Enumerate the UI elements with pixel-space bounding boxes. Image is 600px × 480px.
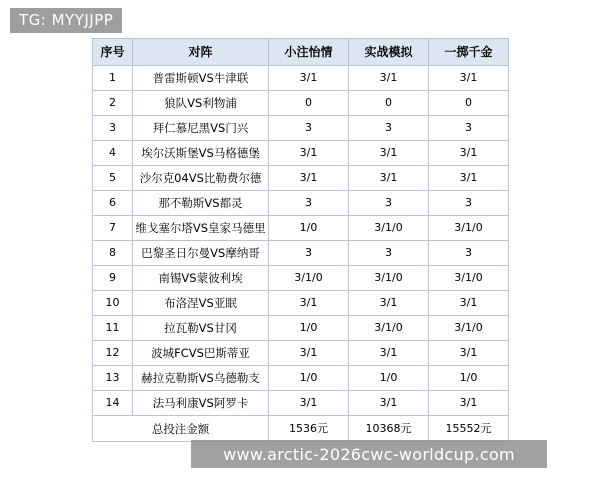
row-big-stake: 3 (429, 116, 509, 141)
row-simulation: 1/0 (349, 366, 429, 391)
row-small-stake: 0 (269, 91, 349, 116)
row-big-stake: 3/1 (429, 291, 509, 316)
table-row (93, 141, 509, 166)
row-match: 巴黎圣日尔曼VS摩纳哥 (133, 241, 269, 266)
row-match: 拜仁慕尼黑VS门兴 (133, 116, 269, 141)
table-row (93, 366, 509, 391)
row-index: 10 (93, 291, 133, 316)
row-match: 布洛涅VS亚眠 (133, 291, 269, 316)
row-index: 12 (93, 341, 133, 366)
row-simulation: 3/1 (349, 66, 429, 91)
table-header-row (93, 39, 509, 66)
row-index: 14 (93, 391, 133, 416)
betting-table-container (92, 38, 508, 442)
total-label: 总投注金额 (93, 416, 269, 442)
row-index: 2 (93, 91, 133, 116)
row-index: 7 (93, 216, 133, 241)
row-simulation: 3/1/0 (349, 266, 429, 291)
row-small-stake: 1/0 (269, 316, 349, 341)
table-row (93, 341, 509, 366)
row-small-stake: 3 (269, 241, 349, 266)
row-small-stake: 3 (269, 191, 349, 216)
table-row (93, 91, 509, 116)
row-big-stake: 3/1 (429, 166, 509, 191)
row-index: 4 (93, 141, 133, 166)
row-match: 埃尔沃斯堡VS马格德堡 (133, 141, 269, 166)
row-match: 狼队VS利物浦 (133, 91, 269, 116)
row-small-stake: 1/0 (269, 366, 349, 391)
row-index: 5 (93, 166, 133, 191)
table-row (93, 241, 509, 266)
row-big-stake: 3/1 (429, 391, 509, 416)
table-row (93, 391, 509, 416)
row-match: 法马利康VS阿罗卡 (133, 391, 269, 416)
total-simulation: 10368元 (349, 416, 429, 442)
row-small-stake: 3/1 (269, 341, 349, 366)
row-index: 3 (93, 116, 133, 141)
row-simulation: 3/1 (349, 391, 429, 416)
total-small-stake: 1536元 (269, 416, 349, 442)
row-simulation: 3/1 (349, 341, 429, 366)
row-simulation: 3 (349, 191, 429, 216)
row-match: 维戈塞尔塔VS皇家马德里 (133, 216, 269, 241)
total-big-stake: 15552元 (429, 416, 509, 442)
row-small-stake: 1/0 (269, 216, 349, 241)
row-index: 11 (93, 316, 133, 341)
table-row (93, 166, 509, 191)
table-row (93, 291, 509, 316)
row-simulation: 0 (349, 91, 429, 116)
row-index: 9 (93, 266, 133, 291)
table-row (93, 266, 509, 291)
column-header-simulation: 实战模拟 (349, 39, 429, 66)
row-big-stake: 3/1/0 (429, 266, 509, 291)
table-row (93, 116, 509, 141)
row-index: 8 (93, 241, 133, 266)
row-big-stake: 3/1/0 (429, 316, 509, 341)
row-simulation: 3 (349, 241, 429, 266)
table-row (93, 216, 509, 241)
table-total-row (93, 416, 509, 442)
row-simulation: 3/1 (349, 166, 429, 191)
column-header-big-stake: 一掷千金 (429, 39, 509, 66)
row-index: 13 (93, 366, 133, 391)
row-match: 拉瓦勒VS甘冈 (133, 316, 269, 341)
row-big-stake: 3/1/0 (429, 216, 509, 241)
row-small-stake: 3/1 (269, 141, 349, 166)
row-match: 普雷斯顿VS牛津联 (133, 66, 269, 91)
row-small-stake: 3/1 (269, 166, 349, 191)
row-simulation: 3/1/0 (349, 216, 429, 241)
row-simulation: 3 (349, 116, 429, 141)
row-match: 波城FCVS巴斯蒂亚 (133, 341, 269, 366)
table-row (93, 316, 509, 341)
row-big-stake: 1/0 (429, 366, 509, 391)
telegram-badge: TG: MYYJJPP (10, 8, 122, 33)
row-small-stake: 3/1/0 (269, 266, 349, 291)
row-simulation: 3/1/0 (349, 316, 429, 341)
row-big-stake: 3/1 (429, 141, 509, 166)
table-row (93, 66, 509, 91)
row-match: 沙尔克04VS比勒费尔德 (133, 166, 269, 191)
column-header-match: 对阵 (133, 39, 269, 66)
row-match: 那不勒斯VS都灵 (133, 191, 269, 216)
table-row (93, 191, 509, 216)
row-big-stake: 3/1 (429, 341, 509, 366)
row-match: 南锡VS蒙彼利埃 (133, 266, 269, 291)
column-header-index: 序号 (93, 39, 133, 66)
row-simulation: 3/1 (349, 291, 429, 316)
row-small-stake: 3/1 (269, 391, 349, 416)
row-index: 1 (93, 66, 133, 91)
row-match: 赫拉克勒斯VS乌德勒支 (133, 366, 269, 391)
row-big-stake: 3/1 (429, 66, 509, 91)
row-big-stake: 0 (429, 91, 509, 116)
betting-table (92, 38, 509, 442)
site-watermark: www.arctic-2026cwc-worldcup.com (191, 440, 547, 468)
row-big-stake: 3 (429, 241, 509, 266)
row-small-stake: 3/1 (269, 291, 349, 316)
row-small-stake: 3/1 (269, 66, 349, 91)
row-big-stake: 3 (429, 191, 509, 216)
row-small-stake: 3 (269, 116, 349, 141)
row-simulation: 3/1 (349, 141, 429, 166)
column-header-small-stake: 小注怡情 (269, 39, 349, 66)
row-index: 6 (93, 191, 133, 216)
